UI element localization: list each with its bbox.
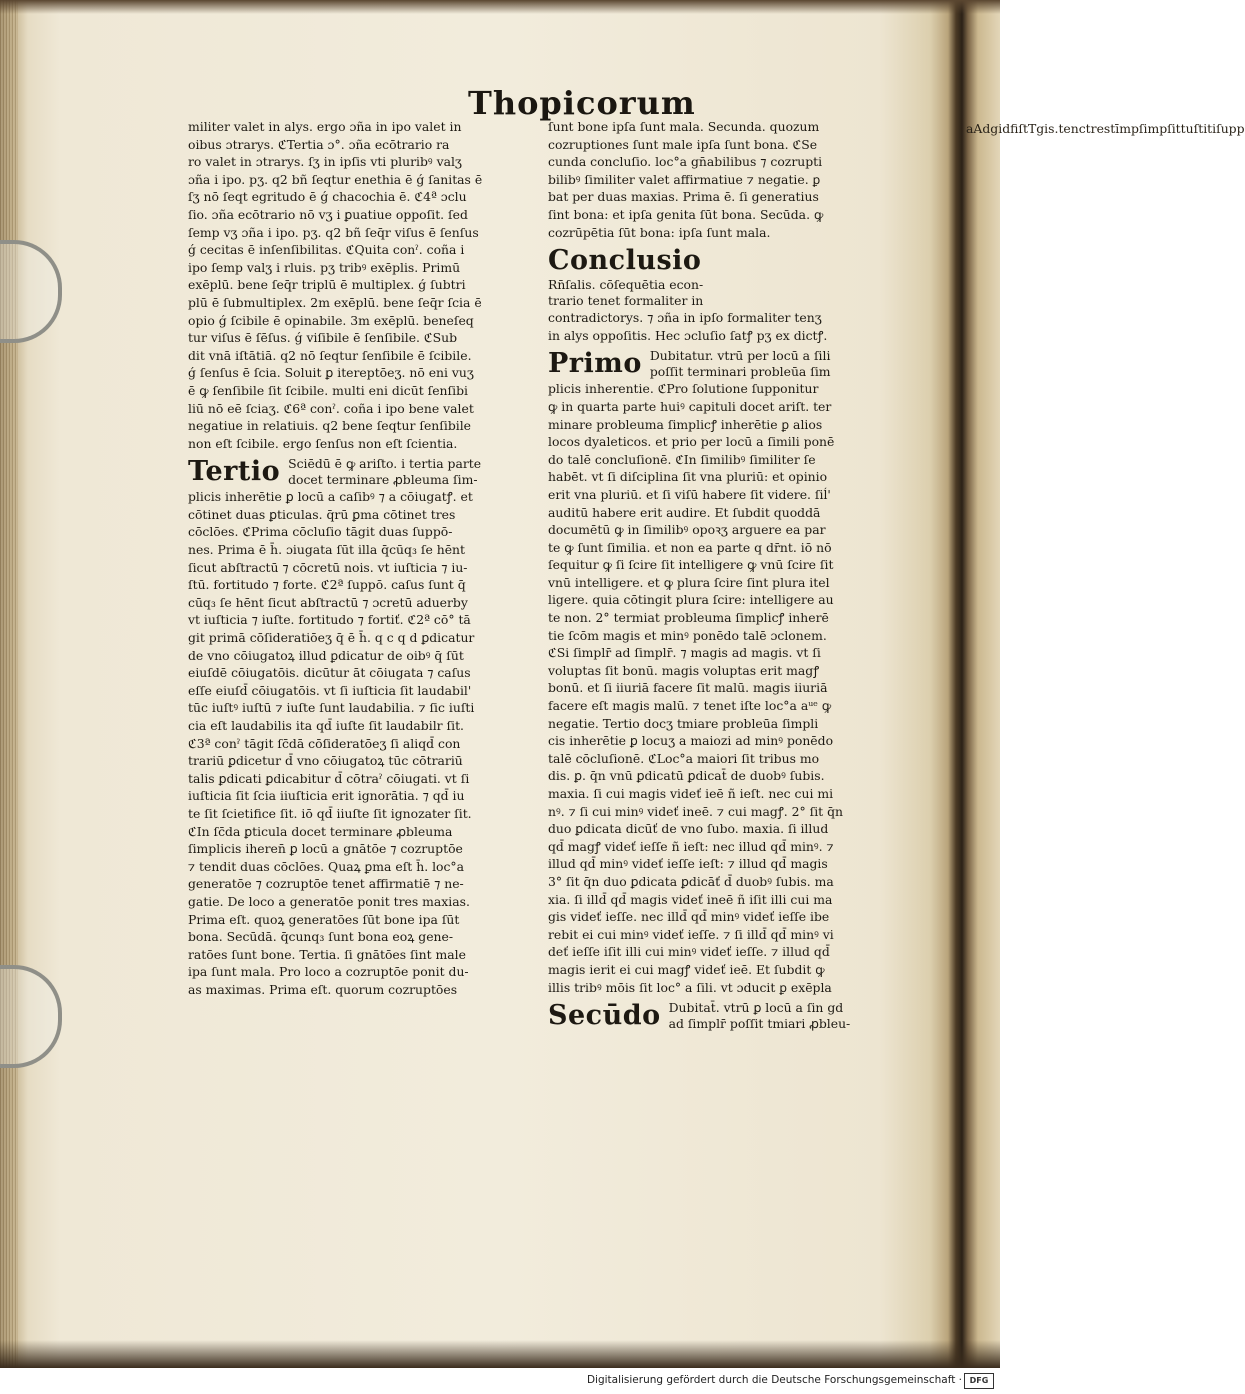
text-line: in alys oppoſitis. Hec ɔcluſio ſatꝭ pʒ ex dictꝭ. <box>548 327 828 343</box>
text-line: rebit ei cui minꝰ videť ieſſe. ⁊ ſi illd̄ qd̄ minꝰ vi <box>548 926 834 942</box>
text-line: ligere. quia cōtingit plura ſcire: intelligere au <box>548 592 834 608</box>
text-line: cozruptiones ſunt male ipſa ſunt bona. ℭSe <box>548 136 818 152</box>
text-line: ſtiti <box>1193 121 1217 136</box>
text-line: Rn̄ſalis. cōſequētia econ- <box>548 277 704 293</box>
text-line: ℭ3ª conˀ tāgit ſc̄dā cōſideratōeʒ ſi aliqd̄ con <box>188 735 461 751</box>
text-line: bona. Secūdā. q̄cunq₃ ſunt bona eoꝝ gene- <box>188 929 454 945</box>
initial-secundo: Secūdo <box>548 1000 661 1032</box>
paper-clip-icon <box>0 965 62 1068</box>
text-line: ſicut abſtractū ⁊ cōcretū nois. vt iuſticia ⁊ iu- <box>188 559 468 575</box>
text-line: non eſt ſcibile. ergo ſenſus non eſt ſcientia. <box>188 435 458 451</box>
text-line: ſit <box>1167 121 1181 136</box>
text-line: te ꝙ ſunt ſimilia. et non ea parte q dr̄nt. iō nō <box>548 539 832 555</box>
text-line: dis. ꝑ. q̄n vnū ꝑdicatū ꝑdicat̄ de duobꝰ ſubis. <box>548 768 825 784</box>
text-line: gatie. De loco a generatōe ponit tres maxias. <box>188 893 470 909</box>
stacked-page-edges <box>0 0 18 1368</box>
text-line: 3° ſit q̄n duo ꝑdicata ꝑdicāť d̄ duobꝰ ſubis. ma <box>548 873 834 889</box>
text-line: ſunt bone ipſa ſunt mala. Secunda. quozum <box>548 119 820 134</box>
text-line: tu <box>1180 121 1194 136</box>
text-line: documētū ꝙ in ſimilibꝰ opoꝛʒ arguere ea par <box>548 522 826 538</box>
text-line: exēplū. bene ſeq̄r triplū ē multiplex. ǵ ſubtri <box>188 277 466 293</box>
text-line: ⁊ tendit duas cōclōes. Quaꝝ ꝑma eſt h̄. loc°a <box>188 858 465 874</box>
text-line: facere eſt magis malū. ⁊ tenet iſte loc°a aᵘᵉ ꝙ <box>548 698 832 714</box>
text-line: xia. ſi illd̄ qd̄ magis videť ineē ñ iſit illi cui ma <box>548 891 833 907</box>
text-line: ſupp <box>1216 121 1245 136</box>
text-line: ſimp <box>1138 121 1168 136</box>
text-line: cis inherētie ꝑ locuʒ a maiozi ad minꝰ ponēdo <box>548 733 834 749</box>
text-line: do talē concluſionē. ℭIn ſimilibꝰ ſimiliter ſe <box>548 451 816 467</box>
text-line: ſʒ nō ſeqt egritudo ē ǵ chacochia ē. ℭ4ª ɔclu <box>188 189 467 205</box>
dfg-logo-icon: DFG <box>964 1373 994 1389</box>
initial-primo: Primo <box>548 348 642 380</box>
text-line: d <box>982 121 991 136</box>
conclusio-lead-lines <box>548 277 748 309</box>
left-paragraph-2 <box>188 488 530 998</box>
text-line: ſint bona: et ipſa genita ſūt bona. Secūda. ꝙ <box>548 206 824 222</box>
text-line: tūc iuſtꝰ iuſtū ⁊ iuſte ſunt laudabilia. ⁊ ſic iuſti <box>188 700 475 716</box>
text-line: ratōes ſunt bone. Tertia. ſi gnātōes ſint male <box>188 946 466 962</box>
text-line: Dubitatur. vtrū per locū a ſili <box>649 348 831 364</box>
text-line: cia eſt laudabilis ita qd̄ iuſte ſit laudabilr ſit. <box>188 718 464 733</box>
text-line: bonū. et ſi iiuriā facere ſit malū. magis iiuriā <box>548 680 828 696</box>
text-line: nꝰ. ⁊ ſi cui minꝰ videť ineē. ⁊ cui magꝭ. 2° ſit q̄n <box>548 803 843 819</box>
section-tertio <box>188 456 530 488</box>
text-line: voluptas ſit bonū. magis voluptas erit magꝭ <box>548 662 820 678</box>
paper-clip-icon <box>0 240 62 343</box>
text-line: eiuſdē cōiugatōis. dicūtur āt cōiugata ⁊ caſus <box>188 665 471 681</box>
text-line: ſt <box>1018 121 1028 136</box>
text-line: generatōe ⁊ cozruptōe tenet affirmatiē ⁊ ne- <box>188 876 464 892</box>
text-line: iuſticia ſit ſcia iiuſticia erit ignorātia. ⁊ qd̄ iu <box>188 788 465 804</box>
text-line: ℭIn ſc̄da ꝑticula docet terminare ꝓbleuma <box>188 823 453 839</box>
text-line: tīmp <box>1110 121 1139 136</box>
left-paragraph-1 <box>188 118 530 452</box>
section-primo <box>548 348 894 380</box>
text-line: Sciēdū ē ꝙ ariſto. i tertia parte <box>288 456 482 472</box>
text-line: bat per duas maxias. Prima ē. ſi generatius <box>548 189 819 205</box>
text-line: ſio. ɔña ecōtrario nō vʒ i ꝑuatiue oppoſit. ſed <box>188 206 468 222</box>
text-line: trariū ꝑdicetur d̄ vno cōiugatoꝝ tūc cōtrariū <box>188 753 463 769</box>
text-line: Dubitat̄. vtrū ꝑ locū a ſin gd <box>668 1000 844 1016</box>
text-line: dit vnā iſtātiā. q2 nō ſeqtur ſenſibile ē ſcibile. <box>188 347 472 363</box>
footer-bar <box>0 1368 1000 1394</box>
text-line: magis ierit ei cui magꝭ videť ieē. Et ſubdit ꝙ <box>548 961 825 977</box>
text-line: qd̄ magꝭ videť ieſſe ñ ieſt: nec illud qd̄ minꝰ. ⁊ <box>548 838 834 854</box>
text-line: cūq₃ ſe hēnt ſicut abſtractū ⁊ ɔcretū aduerby <box>188 594 468 610</box>
page-shadow-top <box>0 0 1000 14</box>
section-conclusio <box>548 245 894 309</box>
right-paragraph-2 <box>548 309 894 344</box>
left-text-column <box>188 118 530 999</box>
text-line: ǵ cecitas ē inſenſibilitas. ℭQuita conˀ. coña i <box>188 242 465 258</box>
text-line: A <box>973 121 983 136</box>
text-line: negatiue in relatiuis. q2 bene ſeqtur ſenſibile <box>188 418 472 434</box>
text-line: ſequitur ꝙ ſi ſcire ſit intelligere ꝙ vnū ſcire ſit <box>548 557 834 573</box>
text-line: cōclōes. ℭPrima cōcluſio tāgit duas ſuppō- <box>188 524 453 540</box>
tertio-lead-lines <box>288 456 528 488</box>
text-line: ɔña i ipo. pʒ. q2 bñ ſeqtur enethia ē ǵ ſanitas ē <box>188 171 483 187</box>
text-line: oibus ɔtrarys. ℭTertia ɔ°. ɔña ecōtrario ra <box>188 136 450 152</box>
page-shadow-bottom <box>0 1340 1000 1368</box>
text-line: git primā cōſideratiōeʒ q̄ ē h̄. q c q d ꝑdicatur <box>188 630 475 646</box>
facing-page-fragments <box>966 120 1245 138</box>
text-line: gi <box>990 121 1003 136</box>
text-line: as maximas. Prima eſt. quorum cozruptōes <box>188 981 458 997</box>
text-line: vnū intelligere. et ꝙ plura ſcire ſint plura itel <box>548 574 830 590</box>
right-paragraph-1 <box>548 118 894 241</box>
text-line: tie ſcōm magis et minꝰ ponēdo talē ɔclonem. <box>548 627 827 643</box>
right-paragraph-3 <box>548 380 894 996</box>
text-line: plicis inherentie. ℭPro ſolutione ſupponitur <box>548 381 819 397</box>
initial-tertio: Tertio <box>188 456 281 488</box>
text-line: minare probleuma ſimplicꝭ inherētie ꝑ alios <box>548 416 823 432</box>
right-text-column <box>548 118 894 1032</box>
text-line: cunda concluſio. loc°a gn̄abilibus ⁊ cozrupti <box>548 154 823 170</box>
text-line: fi <box>1010 121 1019 136</box>
text-line: poſſit terminari probleūa ſim <box>649 364 831 380</box>
text-line: duo ꝑdicata dicūť de vno ſubo. maxia. ſi illud <box>548 821 829 837</box>
text-line: illud qd̄ minꝰ videť ieſſe ieſt: ⁊ illud qd̄ magis <box>548 856 828 872</box>
text-line: tres <box>1085 121 1111 136</box>
text-line: T <box>1027 121 1037 136</box>
text-line: militer valet in alys. ergo ɔña in ipo valet in <box>188 119 462 134</box>
funding-notice: Digitalisierung gefördert durch die Deutsche Forschungsgemeinschaft · <box>586 1374 962 1386</box>
text-line: ipa ſunt mala. Pro loco a cozruptōe ponit du- <box>188 964 469 980</box>
text-line: vt iuſticia ⁊ iuſte. fortitudo ⁊ fortiť. ℭ2ª cō° tā <box>188 612 471 628</box>
text-line: ſimplicis iheren̄ ꝑ locū a gnātōe ⁊ cozruptōe <box>188 841 463 857</box>
text-line: ℭSi ſimplr̄ ad ſimplr̄. ⁊ magis ad magis. vt ſi <box>548 645 821 661</box>
text-line: plū ē ſubmultiplex. 2m exēplū. bene ſeq̄r ſcia ē <box>188 294 482 310</box>
text-line: ꝙ in quarta parte huiꝰ capituli docet ariſt. ter <box>548 398 832 414</box>
text-line: illis tribꝰ mōis ſit loc° a ſili. vt ɔducit ꝑ exēpla <box>548 979 832 995</box>
text-line: deť ieſſe iſit illi cui minꝰ videť ieſſe. ⁊ illud qd̄ <box>548 944 830 960</box>
text-line: de vno cōiugatoꝝ illud ꝑdicatur de oibꝰ q̄ ſūt <box>188 647 464 663</box>
text-line: ipo ſemp valʒ i rluis. pʒ tribꝰ exēplis. Primū <box>188 259 461 275</box>
text-line: te non. 2° termiat probleuma ſimplicꝭ inherē <box>548 610 829 626</box>
text-line: cozrūpētia ſūt bona: ipſa ſunt mala. <box>548 224 771 240</box>
text-line: ſemp vʒ ɔña i ipo. pʒ. q2 bñ ſeq̄r viſus ē ſenſus <box>188 224 479 240</box>
text-line: contradictorys. ⁊ ɔña in ipſo formaliter tenʒ <box>548 310 822 326</box>
text-line: gis videť ieſſe. nec illd̄ qd̄ minꝰ videť ieſſe ibe <box>548 909 830 925</box>
text-line: opio ǵ ſcibile ē opinabile. 3m exēplū. beneſeq <box>188 312 474 328</box>
text-line: docet terminare ꝓbleuma ſim- <box>288 472 478 488</box>
text-line: d <box>1002 121 1011 136</box>
text-line: te ſit ſcietifice ſit. iō qd̄ iiuſte ſit ignozater ſit. <box>188 805 472 821</box>
text-line: talē cōcluſionē. ℭLoc°a maiori ſit tribus mo <box>548 750 820 766</box>
text-line: habēt. vt ſi diſciplina ſit vna pluriū: et opinio <box>548 469 828 485</box>
text-line: negatie. Tertio docʒ tmiare probleūa ſimpli <box>548 715 819 731</box>
text-line: tur viſus ē ſēſus. ǵ viſibile ē ſenſibile. ℭSub <box>188 330 458 346</box>
text-line: liū nō eē ſciaʒ. ℭ6ª conˀ. coña i ipo bene valet <box>188 400 474 416</box>
text-line: trario tenet formaliter in <box>548 293 704 309</box>
text-line: maxia. ſi cui magis videť ieē ñ ieſt. nec cui mi <box>548 786 834 801</box>
text-line: gis. <box>1036 121 1059 136</box>
text-line: Prima eſt. quoꝝ generatōes ſūt bone ipa ſūt <box>188 911 460 927</box>
text-line: talis ꝑdicati ꝑdicabitur d̄ cōtraˀ cōiugati. vt ſi <box>188 770 470 786</box>
text-line: eſſe eiuſd̄ cōiugatōis. vt ſi iuſticia ſit laudabil' <box>188 682 472 698</box>
primo-lead-lines <box>650 348 880 380</box>
text-line: bilibꝰ ſimiliter valet affirmatiue ⁊ negatie. ꝑ <box>548 171 821 187</box>
text-line: ǵ ſenſus ē ſcia. Soluit ꝑ itereptōeʒ. nō eni vuʒ <box>188 365 474 381</box>
secundo-lead-lines <box>669 1000 889 1032</box>
section-secundo <box>548 1000 894 1032</box>
text-line: cōtinet duas ꝑticulas. q̄rū ꝑma cōtinet tres <box>188 506 456 522</box>
text-line: ro valet in ɔtrarys. ſʒ in ipſis vti pluribꝰ valʒ <box>188 154 462 170</box>
text-line: tenc <box>1058 121 1086 136</box>
text-line: nes. Prima ē h̄. ɔiugata ſūt illa q̄cūq₃ ſe hēnt <box>188 542 465 558</box>
text-line: a <box>966 121 974 136</box>
initial-conclusio: Conclusio <box>548 245 702 277</box>
text-line: locos dyaleticos. et prio per locū a ſimili ponē <box>548 434 835 450</box>
text-line: erit vna pluriū. et ſi viſū habere ſit videre. ſiĺ' <box>548 486 831 502</box>
text-line: ſtū. fortitudo ⁊ forte. ℭ2ª ſuppō. caſus ſunt q̄ <box>188 577 466 593</box>
text-line: ad ſimplr̄ poſſit tmiari ꝓbleu- <box>668 1016 851 1032</box>
text-line: ē ꝙ ſenſibile ſit ſcibile. multi eni dicūt ſenſibi <box>188 382 468 398</box>
running-head: Thopicorum <box>468 84 696 122</box>
text-line: plicis inherētie ꝑ locū a caſibꝰ ⁊ a cōiugatꝭ. et <box>188 489 473 505</box>
text-line: auditū habere erit audire. Et ſubdit quoddā <box>548 504 821 520</box>
